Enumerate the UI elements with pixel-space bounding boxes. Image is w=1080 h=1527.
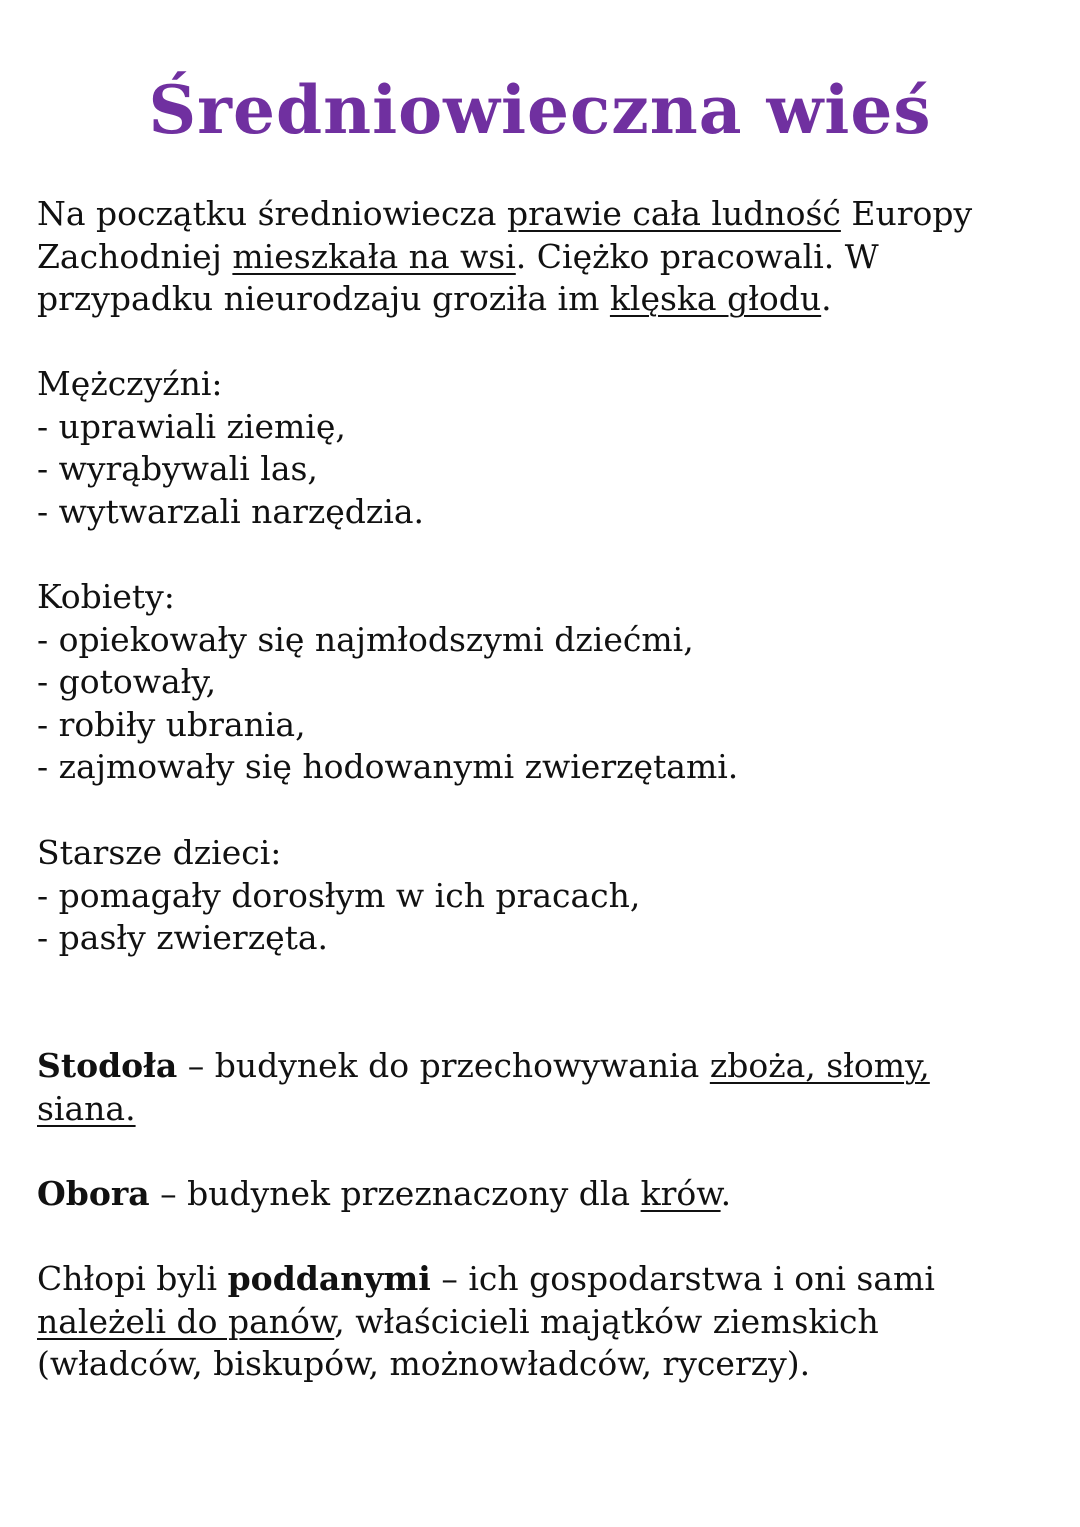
underlined-phrase: należeli do panów xyxy=(37,1301,335,1341)
list-item: - wytwarzali narzędzia. xyxy=(37,491,424,531)
term-poddani: poddanymi xyxy=(227,1259,431,1298)
intro-line-3: przypadku nieurodzaju groziła im klęska głodu. xyxy=(37,279,832,319)
underlined-phrase: zboża, słomy, xyxy=(709,1046,930,1085)
list-item: - gotowały, xyxy=(37,662,217,702)
term-stodola: Stodoła xyxy=(37,1046,178,1085)
list-item: - uprawiali ziemię, xyxy=(37,406,346,446)
list-item: - pomagały dorosłym w ich pracach, xyxy=(37,875,641,915)
women-heading: Kobiety: xyxy=(37,577,175,616)
list-item: - zajmowały się hodowanymi zwierzętami. xyxy=(37,747,739,787)
chlopi-paragraph: Chłopi byli poddanymi – ich gospodarstwa i oni sami należeli do panów, właścicieli majątków ziemskich (władców, biskupów, możnowładców, rycerzy). xyxy=(37,1259,935,1384)
underlined-phrase: krów xyxy=(640,1174,721,1213)
intro-line-1: Na początku średniowiecza prawie cała ludność Europy xyxy=(37,194,973,233)
women-section xyxy=(37,576,1047,789)
intro-line-2: Zachodniej mieszkała na wsi. Ciężko pracowali. W xyxy=(37,236,879,276)
obora-definition: Obora – budynek przeznaczony dla krów. xyxy=(37,1174,732,1213)
stodola-definition: Stodoła – budynek do przechowywania zboża, słomy, siana. xyxy=(37,1046,930,1128)
underlined-phrase: klęska głodu xyxy=(609,279,822,319)
men-heading: Mężczyźni: xyxy=(37,364,223,403)
men-section xyxy=(37,363,1047,533)
list-item: - robiły ubrania, xyxy=(37,704,306,744)
term-obora: Obora xyxy=(37,1174,150,1213)
children-heading: Starsze dzieci: xyxy=(37,833,282,872)
page-title: Średniowieczna wieś xyxy=(148,71,932,149)
list-item: - pasły zwierzęta. xyxy=(37,918,329,958)
underlined-phrase: prawie cała ludność xyxy=(506,194,841,233)
underlined-phrase: siana. xyxy=(37,1088,136,1128)
list-item: - wyrąbywali las, xyxy=(37,449,318,489)
children-section xyxy=(37,832,1047,960)
underlined-phrase: mieszkała na wsi xyxy=(232,236,516,276)
intro-paragraph xyxy=(37,193,1047,321)
list-item: - opiekowały się najmłodszymi dziećmi, xyxy=(37,619,694,659)
